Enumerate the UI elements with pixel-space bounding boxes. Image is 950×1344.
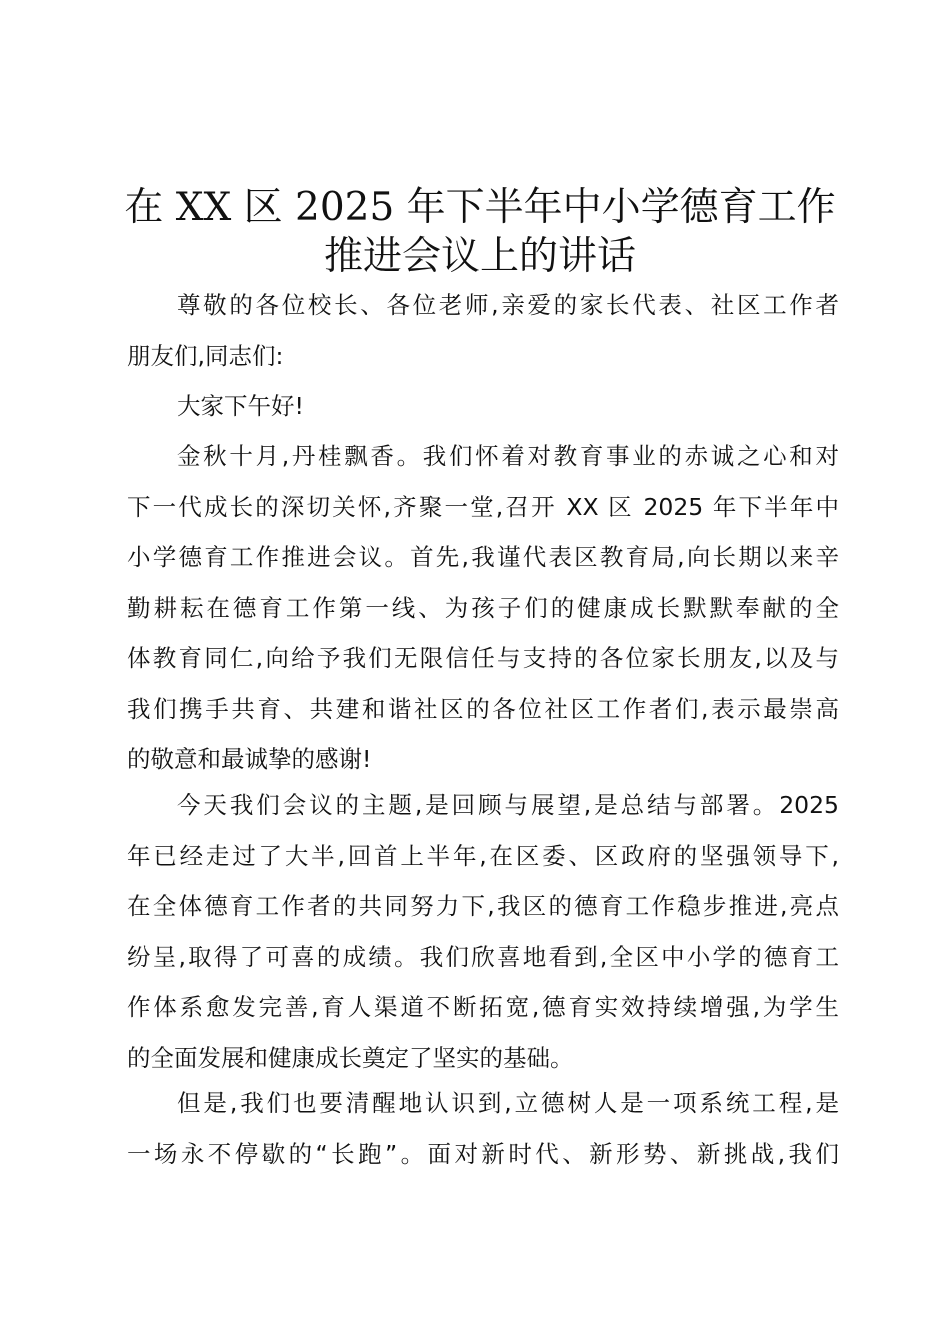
paragraph-line: 今天我们会议的主题,是回顾与展望,是总结与部署。2025 xyxy=(177,791,839,819)
paragraph-line: 勤耕耘在德育工作第一线、为孩子们的健康成长默默奉献的全 xyxy=(127,593,839,622)
document-title-line-1: 在 XX 区 2025 年下半年中小学德育工作 xyxy=(124,185,836,230)
paragraph-greeting xyxy=(127,381,839,432)
paragraph-line: 一场永不停歇的“长跑”。面对新时代、新形势、新挑战,我们 xyxy=(127,1139,839,1168)
paragraph-theme xyxy=(127,780,839,1083)
paragraph-line: 下一代成长的深切关怀,齐聚一堂,召开 XX 区 2025 年下半年中 xyxy=(127,492,839,521)
paragraph-line: 体教育同仁,向给予我们无限信任与支持的各位家长朋友,以及与 xyxy=(127,644,839,672)
paragraph-salutation xyxy=(127,280,839,381)
paragraph-line: 小学德育工作推进会议。首先,我谨代表区教育局,向长期以来辛 xyxy=(127,543,839,571)
paragraph-opening xyxy=(127,431,839,785)
paragraph-line: 纷呈,取得了可喜的成绩。我们欣喜地看到,全区中小学的德育工 xyxy=(127,942,839,971)
paragraph-line: 在全体德育工作者的共同努力下,我区的德育工作稳步推进,亮点 xyxy=(127,892,839,920)
paragraph-line: 大家下午好! xyxy=(177,392,304,420)
paragraph-line: 我们携手共育、共建和谐社区的各位社区工作者们,表示最崇高 xyxy=(127,694,839,723)
paragraph-line: 金秋十月,丹桂飘香。我们怀着对教育事业的赤诚之心和对 xyxy=(177,442,839,470)
paragraph-line: 的全面发展和健康成长奠定了坚实的基础。 xyxy=(127,1043,574,1072)
paragraph-line: 作体系愈发完善,育人渠道不断拓宽,德育实效持续增强,为学生 xyxy=(127,993,839,1021)
paragraph-challenges xyxy=(127,1078,839,1179)
paragraph-line: 朋友们,同志们: xyxy=(127,341,284,370)
paragraph-line: 年已经走过了大半,回首上半年,在区委、区政府的坚强领导下, xyxy=(127,841,839,870)
paragraph-line: 但是,我们也要清醒地认识到,立德树人是一项系统工程,是 xyxy=(177,1089,839,1117)
paragraph-line: 尊敬的各位校长、各位老师,亲爱的家长代表、社区工作者 xyxy=(177,291,839,319)
document-title-line-2: 推进会议上的讲话 xyxy=(323,234,636,279)
paragraph-line: 的敬意和最诚挚的感谢! xyxy=(127,745,372,773)
